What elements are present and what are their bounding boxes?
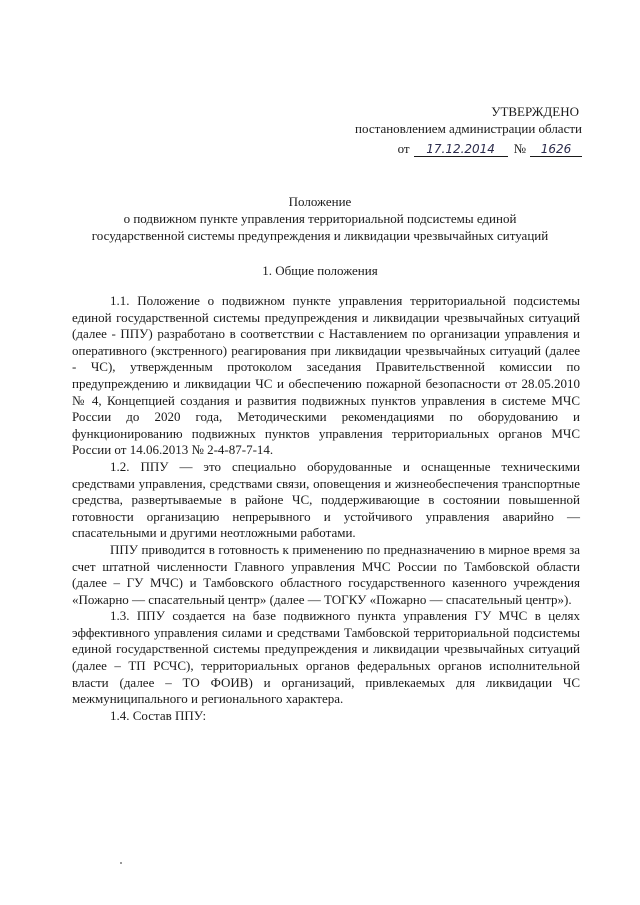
handwritten-number: 1626 — [530, 142, 582, 157]
document-body — [72, 293, 580, 724]
document-title: Положение — [288, 194, 352, 209]
paragraph-ppu-readiness: ППУ приводится в готовность к применению по предназначению в мирное время за счет штатной численности Главного управления МЧС России по Тамбовской области (далее – ГУ МЧС) и Тамбовского областного государственного казенного учреждения «Пожарно — спасательный центр» (далее — ТОГКУ «Пожарно — спасательный центр»). — [72, 541, 580, 607]
number-prefix: № — [513, 141, 526, 156]
approval-title: УТВЕРЖДЕНО — [491, 104, 579, 119]
paragraph-1-4: 1.4. Состав ППУ: — [110, 707, 207, 723]
document-subtitle-line-2: государственной системы предупреждения и ликвидации чрезвычайных ситуаций — [91, 228, 549, 243]
date-prefix: от — [397, 141, 410, 156]
approval-block — [292, 103, 582, 157]
scan-speck — [120, 862, 122, 864]
paragraph-1-2: 1.2. ППУ — это специально оборудованные и оснащенные техническими средствами управления, средствами связи, оповещения и жизнеобеспечения транспортные средства, развертываемые в районе ЧС, поддерживающие в состоянии повышенной готовности организацию непрерывного и устойчивого управления аварийно — спасательными и другими неотложными работами. — [72, 458, 580, 541]
paragraph-1-1: 1.1. Положение о подвижном пункте управления территориальной подсистемы единой государственной системы предупреждения и ликвидации чрезвычайных ситуаций (далее - ППУ) разработано в соответствии с Наставлением по организации управления и оперативного (экстренного) реагирования при ликвидации чрезвычайных ситуаций (далее - ЧС), утвержденным протоколом заседания Правительственной комиссии по предупреждению и ликвидации ЧС и обеспечению пожарной безопасности от 28.05.2010 № 4, Концепцией создания и развития подвижных пунктов управления в системе МЧС России до 2020 года, Методическими рекомендациями по оборудованию и функционированию подвижных пунктов управления территориальных органов МЧС России от 14.06.2013 № 2-4-87-7-14. — [72, 293, 580, 458]
handwritten-date: 17.12.2014 — [414, 142, 508, 157]
approval-date-line — [292, 140, 582, 157]
document-subtitle-line-1: о подвижном пункте управления территориальной подсистемы единой — [123, 211, 517, 226]
document-title-block — [70, 193, 570, 244]
approval-line: постановлением администрации области — [355, 121, 582, 136]
section-heading: 1. Общие положения — [262, 263, 378, 278]
paragraph-1-3: 1.3. ППУ создается на базе подвижного пункта управления ГУ МЧС в целях эффективного управления силами и средствами Тамбовской территориальной подсистемы единой государственной системы предупреждения и ликвидации чрезвычайных ситуаций (далее – ТП РСЧС), территориальных органов федеральных органов исполнительной власти (далее – ТО ФОИВ) и организаций, привлекаемых для ликвидации ЧС межмуниципального и регионального характера. — [72, 608, 580, 707]
